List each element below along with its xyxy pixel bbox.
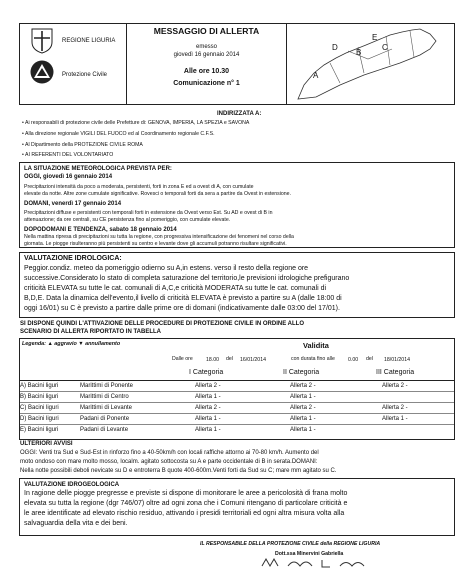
row-cat-1: Allerta 2 - xyxy=(195,405,221,411)
meteo-tomorrow-text: Precipitazioni diffuse e persistenti con temporali forti in estensione da Ovest verso Est. Su AD e ovest di B in xyxy=(24,210,273,216)
row-zone: E) Bacini liguri xyxy=(20,427,59,433)
row-cat-3: Allerta 2 - xyxy=(382,405,408,411)
validity-from-label: Dalle ore xyxy=(172,356,193,362)
notices-text: Nella notte possibili deboli nevicate su D e entroterra B quote 400-600m.Venti forti da Sud su C; mare mm agitato su C. xyxy=(20,468,337,474)
row-cat-1: Allerta 1 - xyxy=(195,394,221,400)
responsible-label: IL RESPONSABILE DELLA PROTEZIONE CIVILE della REGIONE LIGURIA xyxy=(200,541,381,547)
row-zone: D) Bacini liguri xyxy=(20,416,59,422)
liguria-zone-map xyxy=(290,25,450,103)
row-cat-1: Allerta 2 - xyxy=(195,383,221,389)
meteo-heading: LA SITUAZIONE METEOROLOGICA PREVISTA PER: xyxy=(24,166,172,172)
issue-date: giovedì 16 gennaio 2014 xyxy=(173,52,240,58)
table-legend: Legenda: ▲ aggravio ▼ annullamento xyxy=(22,341,121,347)
recipient-text: AI REFERENTI DEL VOLONTARIATO xyxy=(24,152,114,158)
meteo-trend-label: DOPODOMANI E TENDENZA, sabato 18 gennaio 2014 xyxy=(24,227,177,233)
row-area: Marittimi di Centro xyxy=(80,394,129,400)
meteo-today-text: Precipitazioni intensità da poco a moderata, persistenti, forti in zona E ed a ovest di A, con cumulate xyxy=(24,184,254,190)
row-cat-3: Allerta 1 - xyxy=(382,416,408,422)
table-row xyxy=(20,414,454,425)
meteo-today-text: elevate da notte. Altre zone cumulate significative. Rovesci o temporali forti da sera a partire da Ovest in estensione. xyxy=(24,191,292,197)
hydro-text: Peggior.condiz. meteo da pomeriggio odierno su A,in estens. verso il resto della regione ore xyxy=(24,265,309,272)
row-cat-3: Allerta 2 - xyxy=(382,383,408,389)
activation-text: SI DISPONE QUINDI L'ATTIVAZIONE DELLE PROCEDURE DI PROTEZIONE CIVILE IN ORDINE ALLO xyxy=(20,321,304,327)
activation-text: SCENARIO DI ALLERTA RIPORTATO IN TABELLA xyxy=(20,329,161,335)
region-logo xyxy=(31,28,53,54)
meteo-trend-text: giornata. Le piogge risulteranno più persistenti su centro e levante dove gli accumuli potranno risultare significativi. xyxy=(24,241,287,247)
emesso-label: emesso xyxy=(195,44,217,50)
handwritten-signature xyxy=(258,556,378,570)
hydro-text: oggi 16/01) su C è previsto a partire dalle prime ore di domani (indicativamente dalle 03:00 del 17/01). xyxy=(24,305,340,312)
row-cat-2: Allerta 2 - xyxy=(290,383,316,389)
idrogeo-text: le aree identificate ad elevato rischio residuo, attivando i presidi territoriali ed ogni altra misura volta alla xyxy=(24,510,345,517)
table-row xyxy=(20,381,454,392)
idrogeo-text: salvaguardia della vita e dei beni. xyxy=(24,520,128,527)
row-cat-2: Allerta 1 - xyxy=(290,416,316,422)
meteo-tomorrow-label: DOMANI, venerdì 17 gennaio 2014 xyxy=(24,201,122,207)
validity-to-label: con durata fino alle xyxy=(291,356,335,362)
recipient-item: • AI REFERENTI DEL VOLONTARIATO xyxy=(22,152,114,158)
map-zone-d: D xyxy=(332,43,338,52)
row-area: Marittimi di Ponente xyxy=(80,383,134,389)
signatory-name: Dott.ssa Minervini Gabriella xyxy=(275,551,344,557)
idrogeo-text: In ragione delle piogge pregresse e previste si dispone di monitorare le aree a pericolosità di frana molto xyxy=(24,490,348,497)
recipient-item: • Al Dipartimento della PROTEZIONE CIVILE ROMA xyxy=(22,142,143,148)
notices-text: OGGI: Venti tra Sud e Sud-Est in rinforzo fino a 40-50km/h con locali raffiche attorno ai 70-80 km/h. Aumento del xyxy=(20,450,319,456)
validity-to-del: del xyxy=(366,356,373,362)
row-cat-2: Allerta 1 - xyxy=(290,427,316,433)
notices-text: moto ondoso con mare molto mosso, localm. agitato sottocosta su A e parte occidentale di B in serata.DOMANI: xyxy=(20,459,318,465)
row-zone: A) Bacini liguri xyxy=(20,383,59,389)
recipient-text: Al Dipartimento della PROTEZIONE CIVILE ROMA xyxy=(24,142,143,148)
validity-from-date: 16/01/2014 xyxy=(240,357,266,363)
civil-protection-logo xyxy=(30,60,54,84)
hydro-text: B,D,E. Data la dinamica dell'evento,il livello di criticità ELEVATA è previsto a partire su A (dalle 18:00 di xyxy=(24,295,342,302)
row-cat-2: Allerta 2 - xyxy=(290,405,316,411)
hydro-text: successive.Considerato lo stato di completa saturazione del territorio,le previsioni idrologiche prefigurano xyxy=(24,275,350,282)
idrogeo-text: elevata su tutta la regione (dgr 746/07) oltre ad ogni zona che i Comuni ritengano di particolare criticità e xyxy=(24,500,348,507)
hydro-heading: VALUTAZIONE IDROLOGICA: xyxy=(24,255,122,262)
meteo-tomorrow-text: attenuazione; da ore centrali, su CE persistenza fino al pomeriggio, con cumulate elevate. xyxy=(24,217,231,223)
notices-heading: ULTERIORI AVVISI xyxy=(20,441,73,447)
row-cat-1: Allerta 1 - xyxy=(195,427,221,433)
page-title: MESSAGGIO DI ALLERTA xyxy=(153,26,260,36)
row-area: Marittimi di Levante xyxy=(80,405,133,411)
validity-heading: Validita xyxy=(303,341,329,350)
category-1-heading: I Categoria xyxy=(189,369,224,376)
category-2-heading: II Categoria xyxy=(283,369,320,376)
map-zone-b: B xyxy=(356,48,362,57)
row-zone: B) Bacini liguri xyxy=(20,394,59,400)
row-area: Padani di Levante xyxy=(80,427,129,433)
recipient-text: Ai responsabili di protezione civile delle Prefetture di: GENOVA, IMPERIA, LA SPEZIA e SAVONA xyxy=(24,120,250,126)
civil-protection-label: Protezione Civile xyxy=(62,72,108,78)
table-row xyxy=(20,392,454,403)
recipient-item: • Ai responsabili di protezione civile delle Prefetture di: GENOVA, IMPERIA, LA SPEZIA e SAVONA xyxy=(22,120,250,126)
category-3-heading: III Categoria xyxy=(376,369,415,376)
table-row xyxy=(20,425,454,435)
validity-from-time: 18.00 xyxy=(206,357,219,363)
validity-to-date: 18/01/2014 xyxy=(384,357,410,363)
header-divider-2 xyxy=(286,23,287,105)
hydro-text: criticità ELEVATA su tutte le cat. comunali di A,C,e criticità MODERATA su tutte le cat. comunali di xyxy=(24,285,327,292)
map-zone-e: E xyxy=(372,33,378,42)
row-area: Padani di Ponente xyxy=(80,416,130,422)
idrogeo-heading: VALUTAZIONE IDROGEOLOGICA xyxy=(24,482,120,488)
row-cat-1: Allerta 1 - xyxy=(195,416,221,422)
issue-time: Alle ore 10.30 xyxy=(183,68,230,75)
recipients-heading: INDIRIZZATA A: xyxy=(217,111,262,117)
map-zone-a: A xyxy=(313,71,319,80)
meteo-today-label: OGGI, giovedì 16 gennaio 2014 xyxy=(24,174,113,180)
validity-to-time: 0.00 xyxy=(348,357,359,363)
row-cat-2: Allerta 1 - xyxy=(290,394,316,400)
meteo-trend-text: Nella mattina ripresa di precipitazioni su tutta la regione, con progressiva intensificazione dei fenomeni nel corso della xyxy=(24,234,294,240)
region-label: REGIONE LIGURIA xyxy=(62,38,116,44)
row-zone: C) Bacini liguri xyxy=(20,405,59,411)
validity-from-del: del xyxy=(226,356,233,362)
recipient-text: Alla direzione regionale VIGILI DEL FUOCO ed al Coordinamento regionale C.F.S. xyxy=(24,131,215,137)
recipient-item: • Alla direzione regionale VIGILI DEL FUOCO ed al Coordinamento regionale C.F.S. xyxy=(22,131,215,137)
communication-number: Comunicazione n° 1 xyxy=(173,80,240,87)
map-zone-c: C xyxy=(382,43,388,52)
table-row xyxy=(20,403,454,414)
